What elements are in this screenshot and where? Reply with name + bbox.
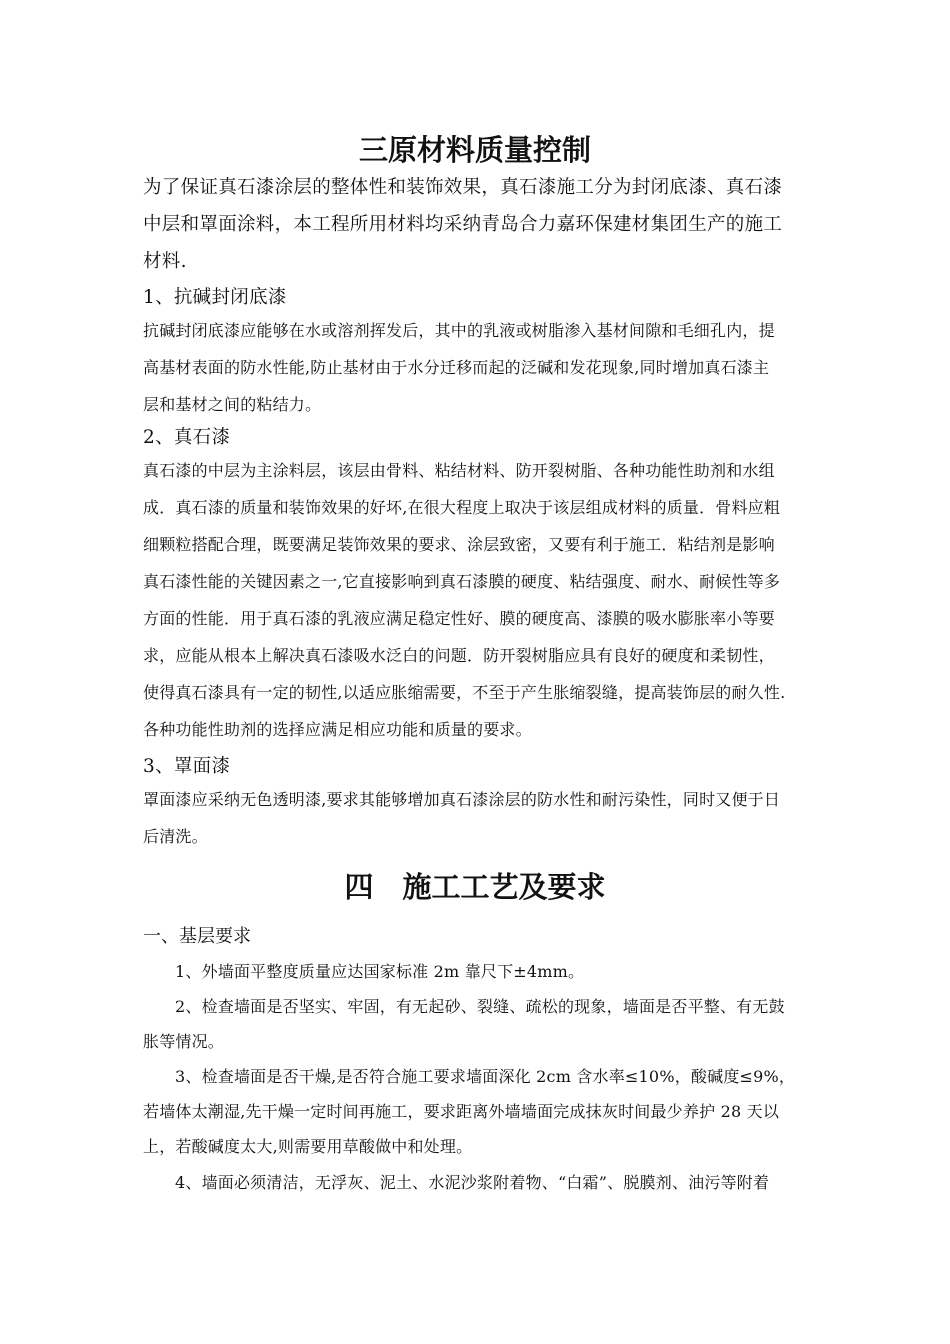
item-1-heading: 1、抗碱封闭底漆 [143, 287, 287, 308]
requirement-4-line-1: 4、墙面必须清洁，无浮灰、泥土、水泥沙浆附着物、“白霜”、脱膜剂、油污等附着 [175, 1173, 770, 1192]
item-1-line-2: 高基材表面的防水性能,防止基材由于水分迁移而起的泛碱和发花现象,同时增加真石漆主 [143, 358, 770, 377]
intro-line-3: 材料. [143, 251, 187, 272]
item-3-line-2: 后清洗。 [143, 827, 208, 846]
item-1-line-3: 层和基材之间的粘结力。 [143, 395, 322, 414]
intro-line-2: 中层和罩面涂料，本工程所用材料均采纳青岛合力嘉环保建材集团生产的施工 [143, 214, 783, 235]
requirement-3-line-3: 上，若酸碱度太大,则需要用草酸做中和处理。 [143, 1137, 473, 1156]
requirement-2-line-2: 胀等情况。 [143, 1032, 225, 1051]
intro-line-1: 为了保证真石漆涂层的整体性和装饰效果，真石漆施工分为封闭底漆、真石漆 [143, 177, 783, 198]
basic-requirements-heading: 一、基层要求 [143, 926, 251, 947]
requirement-1-line-1: 1、外墙面平整度质量应达国家标准 2m 靠尺下±4mm。 [175, 962, 585, 981]
item-2-heading: 2、真石漆 [143, 427, 231, 448]
requirement-3-line-2: 若墙体太潮湿,先干燥一定时间再施工，要求距离外墙墙面完成抹灰时间最少养护 28 天以 [143, 1102, 780, 1121]
requirement-2-line-1: 2、检查墙面是否坚实、牢固，有无起砂、裂缝、疏松的现象，墙面是否平整、有无鼓 [175, 997, 785, 1016]
item-2-line-8: 各种功能性助剂的选择应满足相应功能和质量的要求。 [143, 720, 532, 739]
item-2-line-4: 真石漆性能的关键因素之一,它直接影响到真石漆膜的硬度、粘结强度、耐水、耐候性等多 [143, 572, 781, 591]
item-3-line-1: 罩面漆应采纳无色透明漆,要求其能够增加真石漆涂层的防水性和耐污染性，同时又便于日 [143, 790, 781, 809]
item-2-line-7: 使得真石漆具有一定的韧性,以适应胀缩需要，不至于产生胀缩裂缝，提高装饰层的耐久性. [143, 683, 786, 702]
item-2-line-5: 方面的性能．用于真石漆的乳液应满足稳定性好、膜的硬度高、漆膜的吸水膨胀率小等要 [143, 609, 775, 628]
item-2-line-3: 细颗粒搭配合理，既要满足装饰效果的要求、涂层致密，又要有利于施工．粘结剂是影响 [143, 535, 775, 554]
section-3-title: 三原材料质量控制 [358, 133, 591, 167]
item-2-line-1: 真石漆的中层为主涂料层，该层由骨料、粘结材料、防开裂树脂、各种功能性助剂和水组 [143, 461, 775, 480]
section-4-title: 四 施工工艺及要求 [344, 870, 606, 904]
item-1-line-1: 抗碱封闭底漆应能够在水或溶剂挥发后，其中的乳液或树脂渗入基材间隙和毛细孔内，提 [143, 321, 775, 340]
item-2-line-6: 求，应能从根本上解决真石漆吸水泛白的问题．防开裂树脂应具有良好的硬度和柔韧性， [143, 646, 775, 665]
item-3-heading: 3、罩面漆 [143, 756, 231, 777]
requirement-3-line-1: 3、检查墙面是否干燥,是否符合施工要求墙面深化 2cm 含水率≤10%，酸碱度≤9%， [175, 1067, 796, 1086]
item-2-line-2: 成．真石漆的质量和装饰效果的好坏,在很大程度上取决于该层组成材料的质量．骨料应粗 [143, 498, 781, 517]
